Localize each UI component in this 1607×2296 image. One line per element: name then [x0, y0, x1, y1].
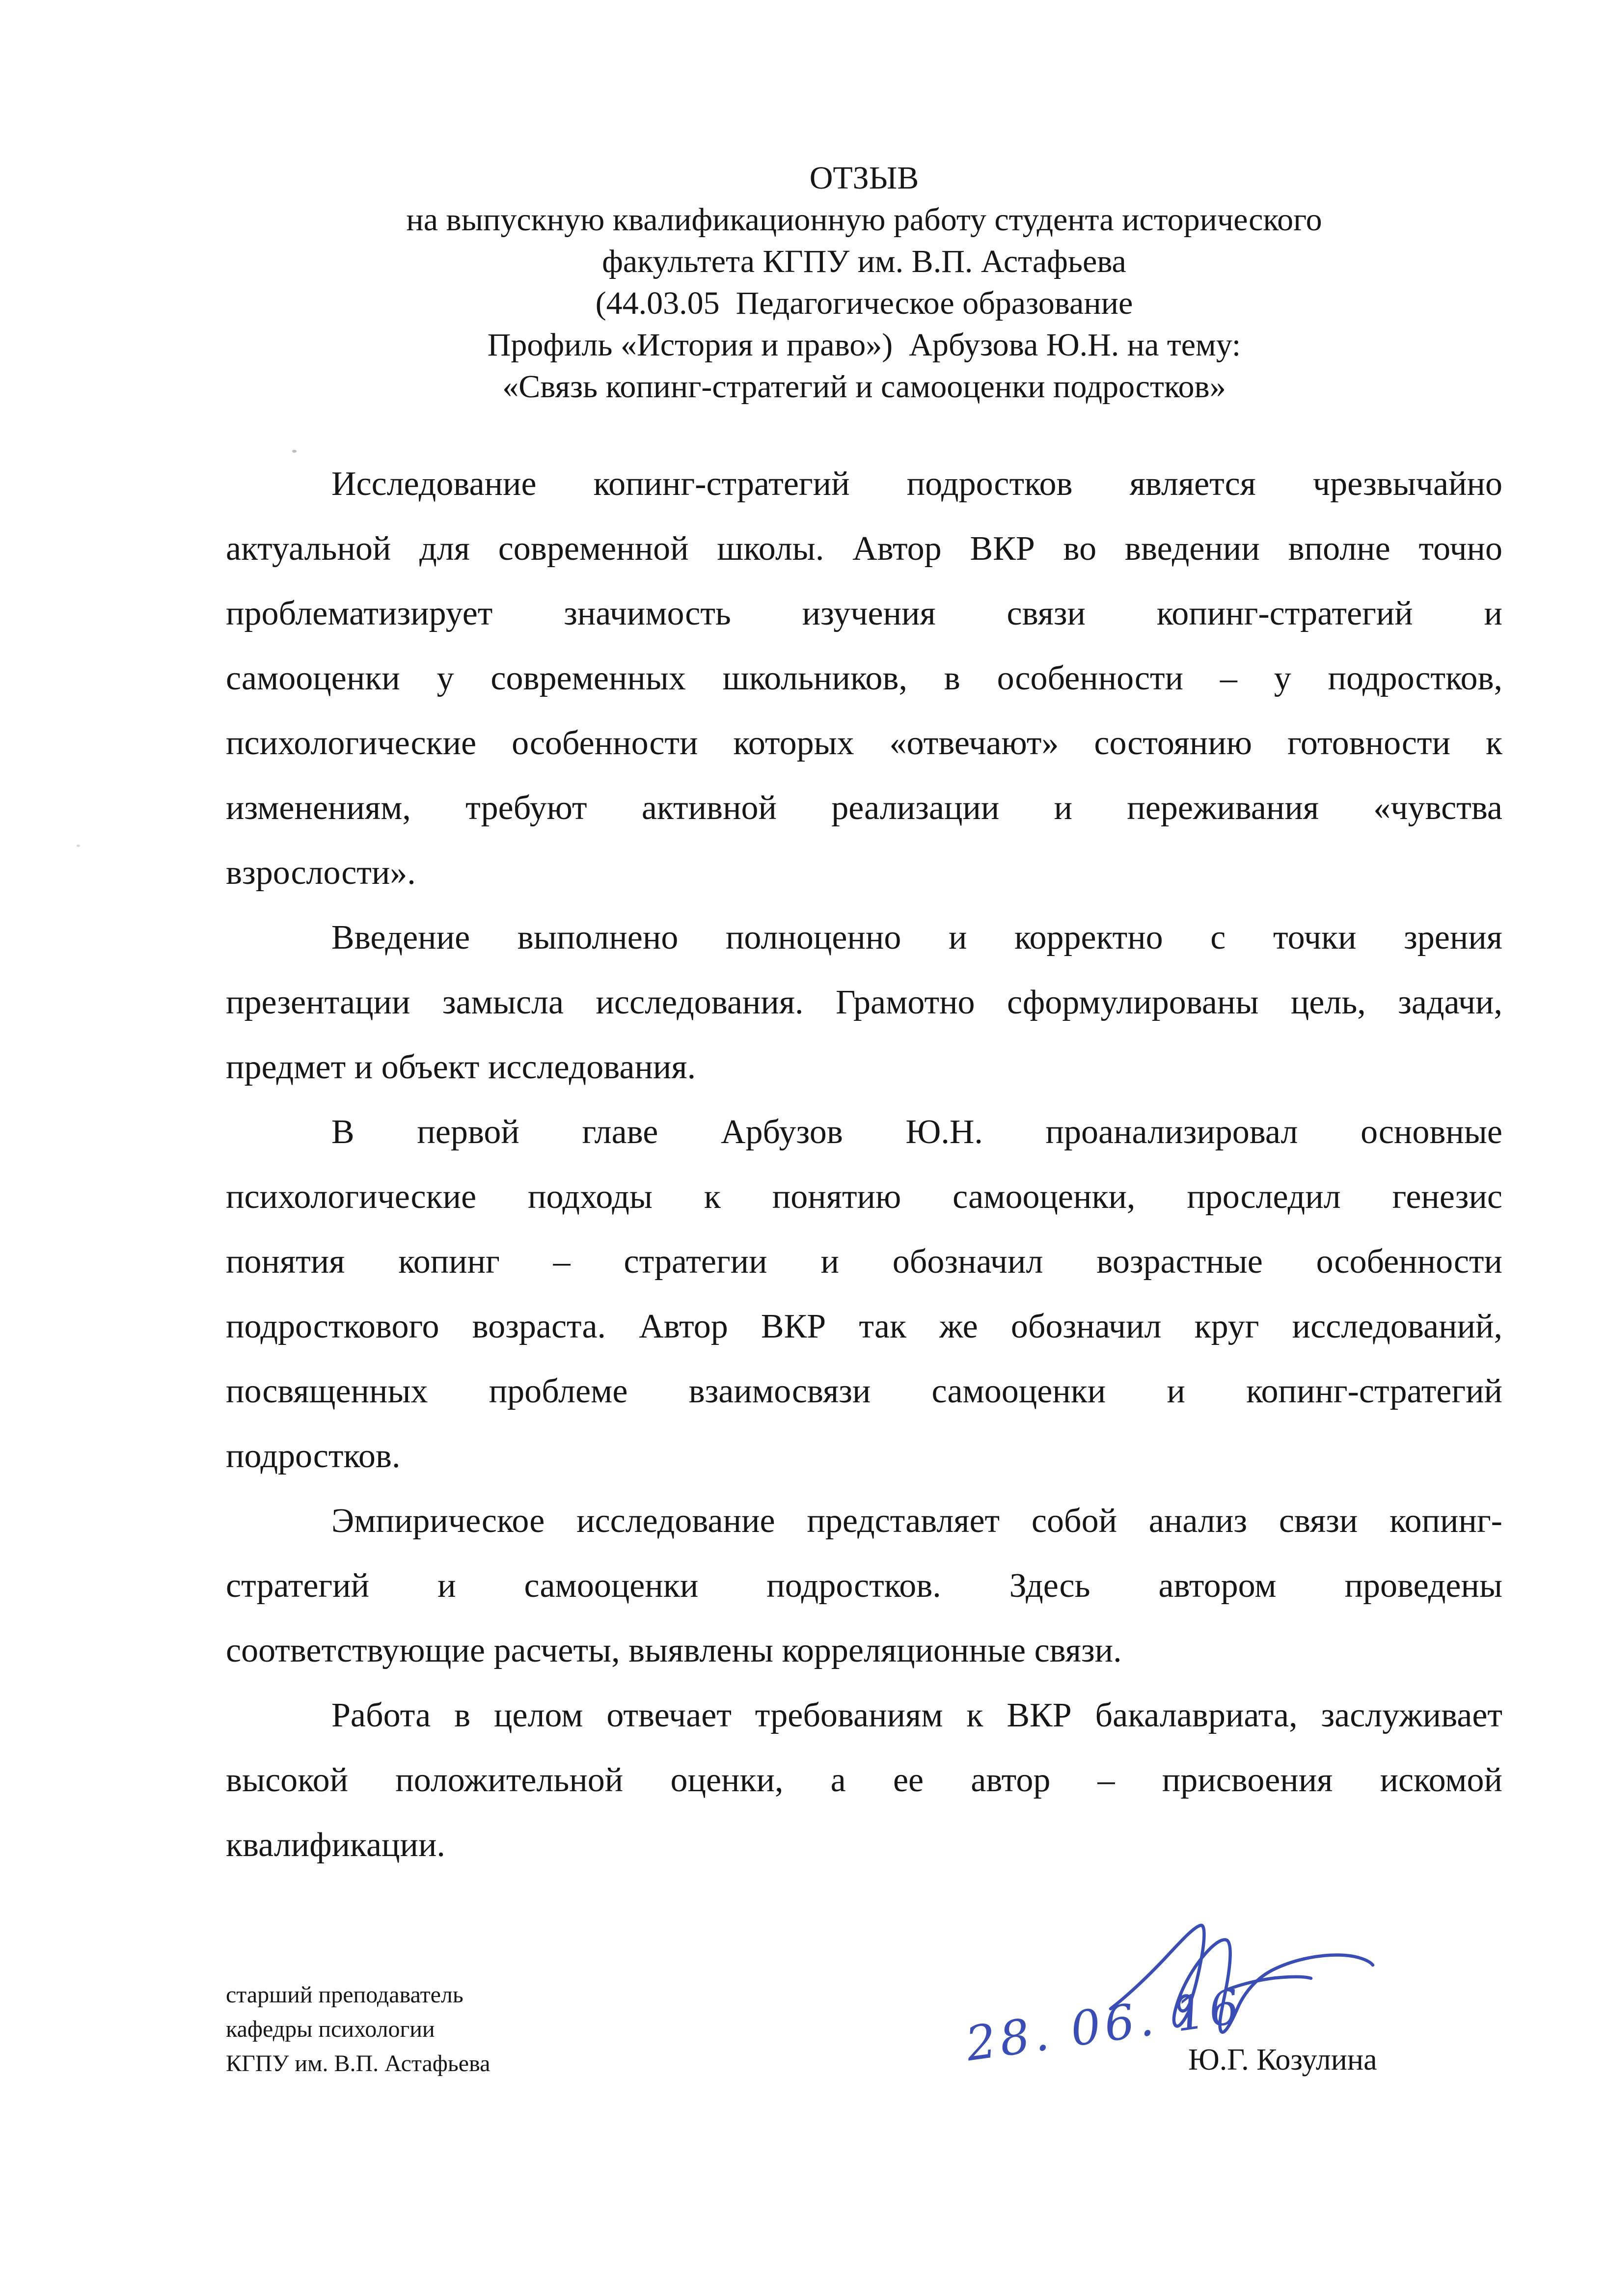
body-line: Работа в целом отвечает требованиям к ВКР бакалавриата, заслуживает	[331, 1696, 1502, 1734]
body-line: изменениям, требуют активной реализации и переживания «чувства	[226, 789, 1502, 827]
body-line: понятия копинг – стратегии и обозначил возрастные особенности	[226, 1243, 1502, 1281]
body-line: соответствующие расчеты, выявлены корреляционные связи.	[226, 1632, 1122, 1669]
body-line: предмет и объект исследования.	[226, 1048, 696, 1086]
body-line: проблематизирует значимость изучения связи копинг-стратегий и	[226, 595, 1502, 632]
body-line: взрослости».	[226, 854, 416, 892]
body-line: Эмпирическое исследование представляет собой анализ связи копинг-	[331, 1502, 1502, 1540]
title-line: Профиль «История и право») Арбузова Ю.Н. на тему:	[487, 327, 1241, 363]
body-line: В первой главе Арбузов Ю.Н. проанализировал основные	[331, 1113, 1502, 1151]
body-line: Введение выполнено полноценно и корректно с точки зрения	[331, 919, 1502, 957]
body-line: Исследование копинг-стратегий подростков является чрезвычайно	[331, 465, 1502, 503]
body-line: стратегий и самооценки подростков. Здесь автором проведены	[226, 1567, 1502, 1605]
signer-position-line: КГПУ им. В.П. Астафьева	[226, 2050, 490, 2077]
title-line: «Связь копинг-стратегий и самооценки подростков»	[502, 369, 1226, 405]
body-line: презентации замысла исследования. Грамотно сформулированы цель, задачи,	[226, 984, 1502, 1021]
title-line: на выпускную квалификационную работу студента исторического	[406, 202, 1322, 238]
body-line: посвященных проблеме взаимосвязи самооценки и копинг-стратегий	[226, 1372, 1502, 1410]
body-line: квалификации.	[226, 1826, 445, 1864]
title-line: факультета КГПУ им. В.П. Астафьева	[602, 244, 1126, 279]
signer-position-line: старший преподаватель	[226, 1982, 463, 2008]
signer-position-line: кафедры психологии	[226, 2016, 435, 2042]
signatory-name: Ю.Г. Козулина	[1188, 2043, 1377, 2077]
signature-cross-stroke	[1228, 1977, 1311, 1989]
document-title	[226, 157, 1502, 408]
body-line: высокой положительной оценки, а ее автор – присвоения искомой	[226, 1761, 1502, 1799]
handwritten-date: 28. 06. 16	[962, 1978, 1247, 2072]
body-line: психологические подходы к понятию самооценки, проследил генезис	[226, 1178, 1502, 1216]
scan-speck	[77, 845, 80, 847]
body-line: подростков.	[226, 1437, 401, 1475]
scan-speck	[292, 450, 297, 453]
signer-position-block	[226, 1978, 490, 2081]
title-line: ОТЗЫВ	[809, 160, 919, 196]
body-line: подросткового возраста. Автор ВКР так же обозначил круг исследований,	[226, 1308, 1502, 1345]
title-line: (44.03.05 Педагогическое образование	[595, 285, 1133, 321]
body-line: психологические особенности которых «отвечают» состоянию готовности к	[226, 724, 1502, 762]
body-line: самооценки у современных школьников, в особенности – у подростков,	[226, 659, 1502, 697]
document-body	[226, 452, 1502, 1878]
body-line: актуальной для современной школы. Автор ВКР во введении вполне точно	[226, 530, 1502, 568]
